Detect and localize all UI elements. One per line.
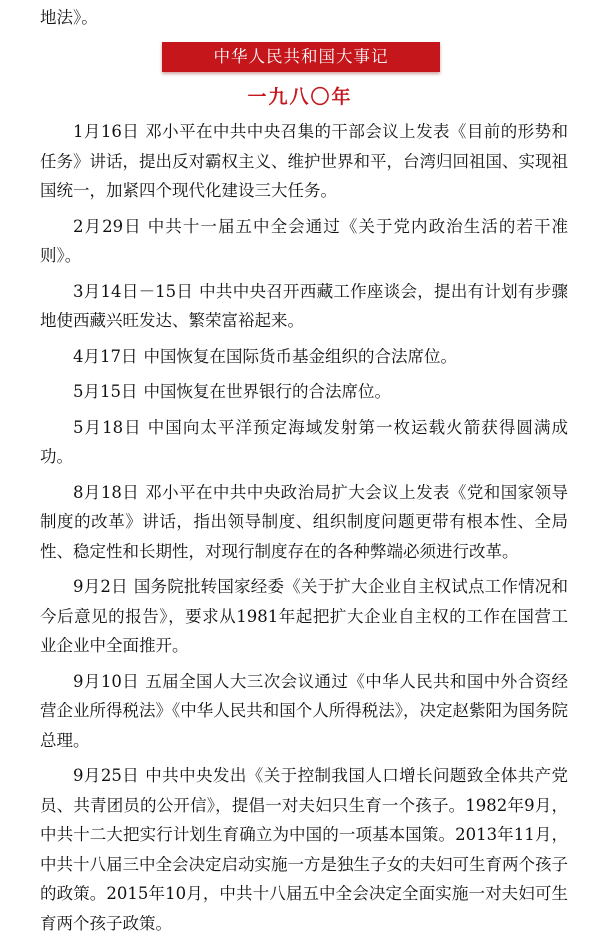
entry-text: 中国向太平洋预定海域发射第一枚运载火箭获得圆满成功。 [40,417,568,466]
chronicle-entry [40,667,568,756]
entry-date: 3月14日－15日 [73,281,194,301]
chronicle-entry [40,761,568,938]
entry-date: 5月15日 [73,382,138,401]
entry-text: 中共中央召开西藏工作座谈会，提出有计划有步骤地使西藏兴旺发达、繁荣富裕起来。 [40,281,568,330]
chronicle-entry [40,572,568,661]
year-heading: 一九八〇年 [247,86,353,108]
chronicle-entry [40,117,568,206]
entry-date: 9月25日 [73,766,140,785]
entry-text: 中国恢复在国际货币基金组织的合法席位。 [143,346,457,366]
chronicle-entries [40,117,568,944]
chronicle-entry [40,478,568,567]
chronicle-entry [40,377,568,407]
entry-text: 五届全国人大三次会议通过《中华人民共和国中外合资经营企业所得税法》《中华人民共和国个人所得税法》，决定赵紫阳为国务院总理。 [40,671,569,750]
entry-date: 8月18日 [73,482,140,502]
entry-date: 2月29日 [73,216,142,236]
chronicle-entry [40,212,568,271]
entry-date: 5月18日 [73,417,142,437]
chronicle-entry [40,342,568,372]
entry-text: 国务院批转国家经委《关于扩大企业自主权试点工作情况和今后意见的报告》，要求从1981年起把扩大企业自主权的工作在国营工业企业中全面推开。 [40,577,569,655]
chronicle-entry [40,277,568,336]
section-banner: 中华人民共和国大事记 [162,42,440,72]
entry-text: 中国恢复在世界银行的合法席位。 [143,382,391,401]
entry-date: 9月10日 [73,671,140,691]
entry-text: 邓小平在中共中央召集的干部会议上发表《目前的形势和任务》讲话，提出反对霸权主义、维护世界和平，台湾归回祖国、实现祖国统一，加紧四个现代化建设三大任务。 [40,122,569,200]
entry-text: 邓小平在中共中央政治局扩大会议上发表《党和国家领导制度的改革》讲话，指出领导制度、组织制度问题更带有根本性、全局性、稳定性和长期性，对现行制度存在的各种弊端必须进行改革。 [40,482,569,561]
chronicle-entry [40,413,568,472]
entry-date: 9月2日 [73,577,128,596]
continuation-text: 地法》。 [40,8,98,27]
entry-date: 1月16日 [73,122,140,141]
entry-text: 中共中央发出《关于控制我国人口增长问题致全体共产党员、共青团员的公开信》，提倡一对夫妇只生育一个孩子。1982年9月，中共十二大把实行计划生育确立为中国的一项基本国策。2013年11月，中共十八届三中全会决定启动实施一方是独生子女的夫妇可生育两个孩子的政策。2015年10月，中共十八届五中全会决定全面实施一对夫妇可生育两个孩子政策。 [40,766,569,933]
entry-text: 中共十一届五中全会通过《关于党内政治生活的若干准则》。 [40,216,568,265]
entry-date: 4月17日 [73,346,138,366]
